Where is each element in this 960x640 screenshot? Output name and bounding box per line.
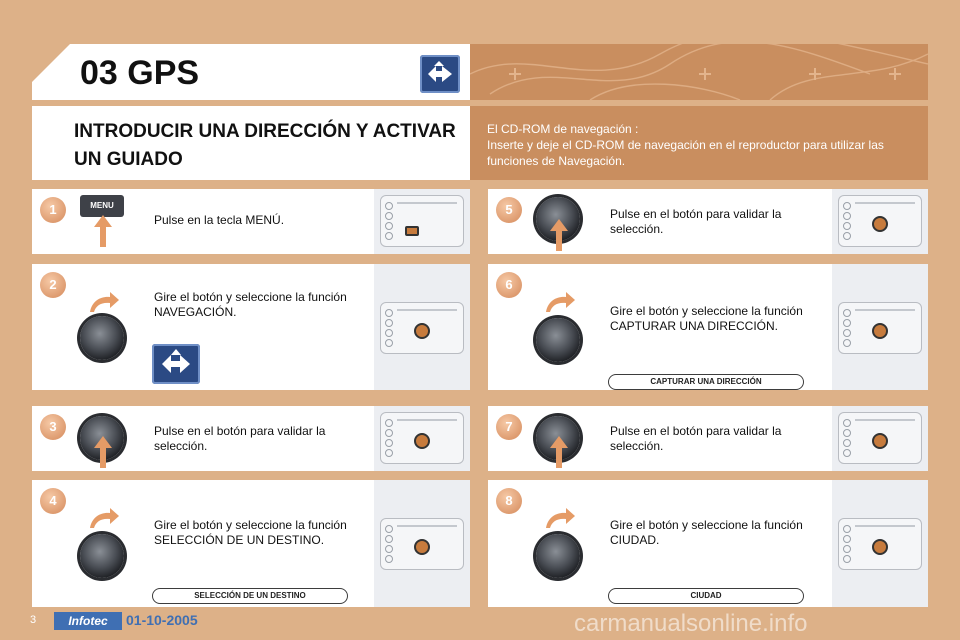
watermark: carmanualsonline.info [574,610,808,637]
turn-arrow-icon [544,290,576,314]
step-5-text: Pulse en el botón para validar la selección. [610,207,782,236]
step-7-text: Pulse en el botón para validar la selección. [610,424,782,453]
menu-option-pill: CIUDAD [608,588,804,604]
rotary-knob-icon [80,534,124,578]
page-number: 3 [30,614,37,626]
step-8-text: Gire el botón y seleccione la función CIUDAD. [610,518,803,547]
step-7 [488,406,928,471]
intro-text [487,121,917,169]
header-map-banner [470,44,928,100]
step-4-text: Gire el botón y seleccione la función SELECCIÓN DE UN DESTINO. [154,518,347,547]
rotary-knob-icon [536,318,580,362]
step-8 [488,480,928,607]
radio-panel-image [838,302,922,354]
step-1-text: Pulse en la tecla MENÚ. [154,213,285,227]
turn-arrow-icon [88,506,120,530]
step-number-6: 6 [496,272,522,298]
step-2-text: Gire el botón y seleccione la función NAVEGACIÓN. [154,290,347,319]
step-number-4: 4 [40,488,66,514]
step-3 [32,406,470,471]
press-arrow-icon [94,436,112,468]
step-3-text: Pulse en el botón para validar la selección. [154,424,326,453]
radio-panel-image [838,195,922,247]
press-arrow-icon [94,215,112,247]
turn-arrow-icon [544,506,576,530]
step-6 [488,264,928,390]
intro-title: INTRODUCIR UNA DIRECCIÓN Y ACTIVAR UN GUIADO [74,121,456,170]
radio-panel-image [380,195,464,247]
turn-arrow-icon [88,290,120,314]
step-6-text: Gire el botón y seleccione la función CAPTURAR UNA DIRECCIÓN. [610,304,803,333]
rotary-knob-icon [80,316,124,360]
step-number-5: 5 [496,197,522,223]
intro-text-line2: Inserte y deje el CD-ROM de navegación en el reproductor para utilizar las funciones de Navegación. [487,138,884,168]
radio-panel-image [380,518,464,570]
step-number-2: 2 [40,272,66,298]
intro-text-line1: El CD-ROM de navegación : [487,122,639,136]
rotary-knob-icon [536,534,580,578]
radio-panel-image [380,412,464,464]
chapter-title: 03 GPS [80,54,200,92]
step-2 [32,264,470,390]
step-1 [32,189,470,254]
menu-option-pill: CAPTURAR UNA DIRECCIÓN [608,374,804,390]
navigation-icon [420,55,460,93]
menu-key-icon: MENU [80,195,124,217]
step-number-7: 7 [496,414,522,440]
infotec-logo: Infotec [54,612,122,630]
step-number-1: 1 [40,197,66,223]
menu-option-pill: SELECCIÓN DE UN DESTINO [152,588,348,604]
radio-panel-image [838,412,922,464]
edition-date: 01-10-2005 [126,612,198,628]
contour-map-decoration [470,44,928,100]
radio-panel-image [838,518,922,570]
step-number-8: 8 [496,488,522,514]
step-5 [488,189,928,254]
step-4 [32,480,470,607]
radio-panel-image [380,302,464,354]
step-number-3: 3 [40,414,66,440]
press-arrow-icon [550,219,568,251]
navigation-icon [152,344,200,384]
press-arrow-icon [550,436,568,468]
